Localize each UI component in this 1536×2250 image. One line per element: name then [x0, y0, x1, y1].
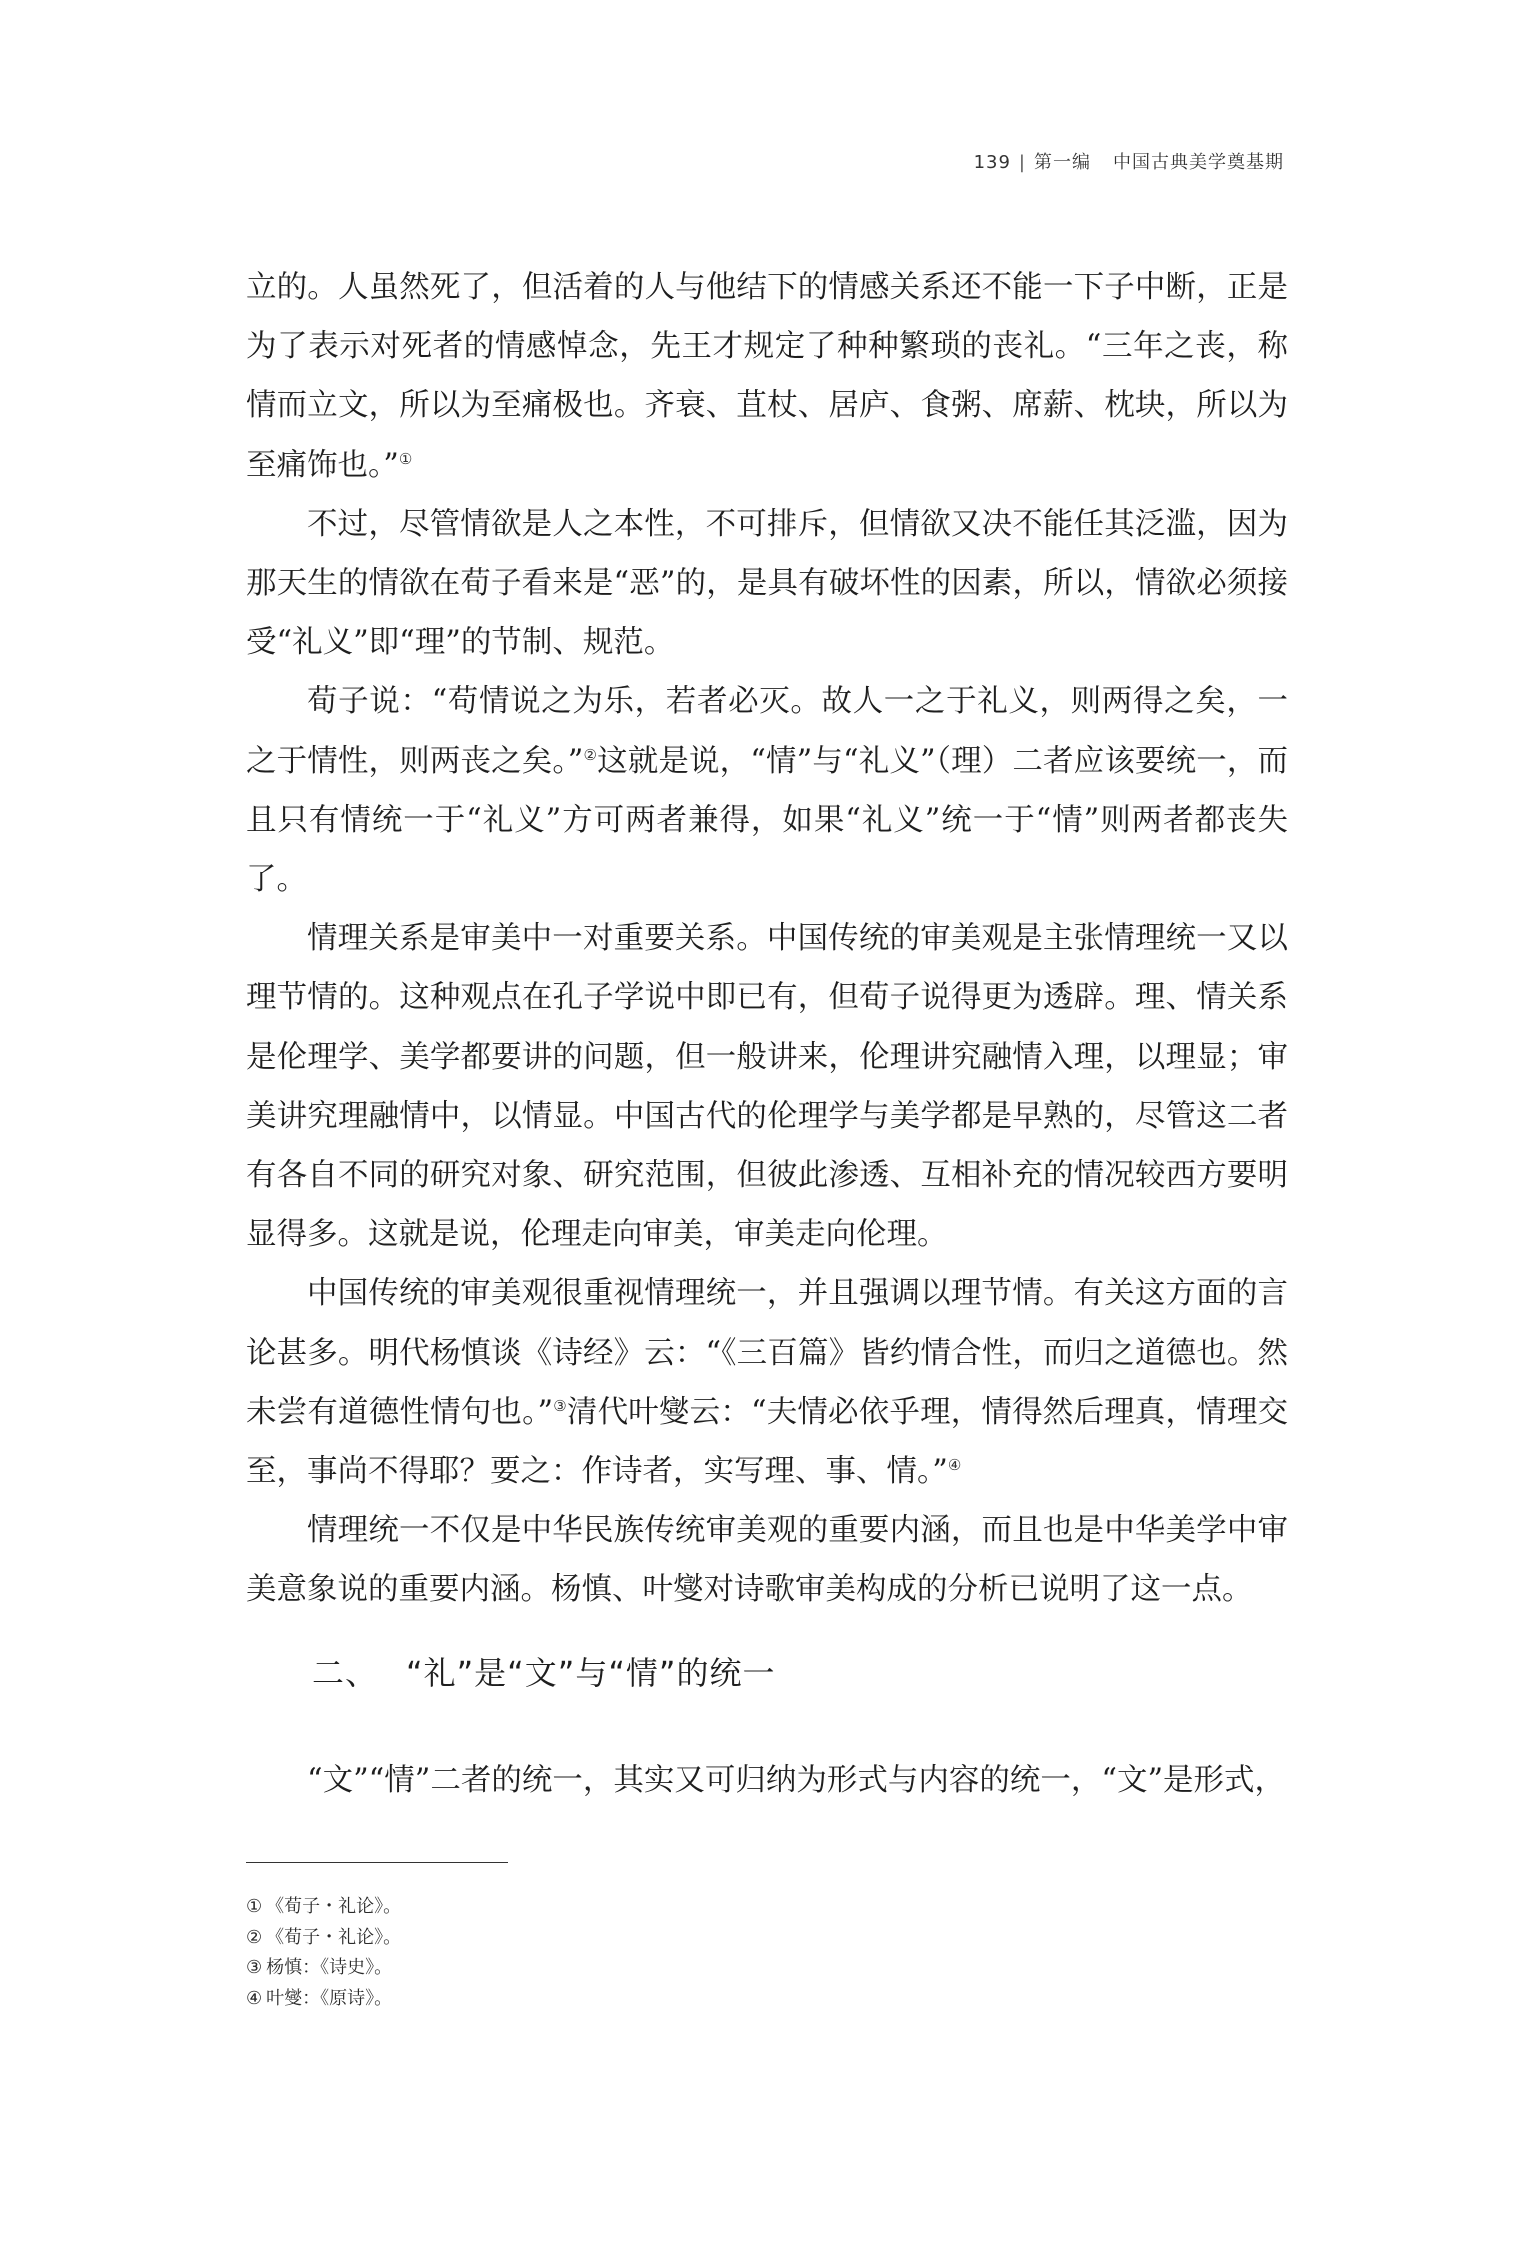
header-book-title: 中国古典美学奠基期 — [1113, 152, 1284, 173]
footnote-ref-1: ① — [398, 449, 413, 468]
header-part: 第一编 — [1034, 152, 1091, 173]
footnote-ref-2: ② — [583, 745, 598, 764]
footnote-3 — [246, 1953, 401, 1984]
section-heading — [312, 1648, 776, 1694]
paragraph-4-text: 情理关系是审美中一对重要关系。中国传统的审美观是主张情理统一又以理节情的。这种观点在孔子学说中即已有，但荀子说得更为透辟。理、情关系是伦理学、美学都要讲的问题，但一般讲来，伦理讲究融情入理，以理显；审美讲究理融情中，以情显。中国古代的伦理学与美学都是早熟的，尽管这二者有各自不同的研究对象、研究范围，但彼此渗透、互相补充的情况较西方要明显得多。这就是说，伦理走向审美，审美走向伦理。 — [246, 921, 1288, 1253]
footnote-4-text: 叶燮：《原诗》。 — [266, 1987, 393, 2009]
footnote-4-mark: ④ — [246, 1987, 263, 2009]
paragraph-7 — [246, 1751, 1288, 1810]
footnote-3-mark: ③ — [246, 1957, 263, 1978]
footnote-2-mark: ② — [246, 1926, 263, 1948]
paragraph-7-text: “文”“情”二者的统一，其实又可归纳为形式与内容的统一，“文”是形式， — [307, 1763, 1286, 1798]
paragraph-3 — [246, 672, 1288, 909]
section-body — [246, 1751, 1288, 1810]
footnote-3-text: 杨慎：《诗史》。 — [266, 1957, 393, 1978]
paragraph-5-text-b: 清代叶燮云：“夫情必依乎理，情得然后理真，情理交至，事尚不得耶？要之：作诗者，实写理、事、情。” — [246, 1394, 1288, 1490]
footnote-1-mark: ① — [246, 1896, 263, 1917]
running-header — [974, 148, 1284, 174]
paragraph-1-text: 立的。人虽然死了，但活着的人与他结下的情感关系还不能一下子中断，正是为了表示对死者的情感悼念，先王才规定了种种繁琐的丧礼。“三年之丧，称情而立文，所以为至痛极也。齐衰、苴杖、居庐、食粥、席薪、枕块，所以为至痛饰也。” — [246, 270, 1288, 483]
footnote-1 — [246, 1892, 401, 1923]
footnote-2-text: 《荀子・礼论》。 — [266, 1926, 402, 1948]
section-title: “礼”是“文”与“情”的统一 — [406, 1654, 776, 1692]
paragraph-6 — [246, 1501, 1288, 1619]
paragraph-2 — [246, 495, 1288, 673]
paragraph-5-text-a: 中国传统的审美观很重视情理统一，并且强调以理节情。有关这方面的言论甚多。明代杨慎谈《诗经》云：“《三百篇》皆约情合性，而归之道德也。然未尝有道德性情句也。” — [246, 1276, 1288, 1430]
footnote-ref-3: ③ — [553, 1396, 567, 1415]
footnote-1-text: 《荀子・礼论》。 — [266, 1896, 402, 1917]
footnote-ref-4: ④ — [947, 1455, 962, 1474]
footnote-2 — [246, 1923, 401, 1954]
body-text — [246, 258, 1288, 1620]
footnote-divider — [246, 1862, 508, 1863]
paragraph-5 — [246, 1264, 1288, 1501]
footnotes — [246, 1892, 401, 2014]
page-number: 139 — [973, 152, 1011, 173]
paragraph-4 — [246, 909, 1288, 1264]
paragraph-3-text-a: 荀子说：“苟情说之为乐，若者必灭。故人一之于礼义，则两得之矣，一之于情性，则两丧之矣。” — [246, 684, 1288, 779]
footnote-4 — [246, 1984, 401, 2015]
header-separator: | — [1018, 152, 1026, 173]
paragraph-1 — [246, 258, 1288, 495]
section-number: 二、 — [312, 1654, 379, 1692]
paragraph-2-text: 不过，尽管情欲是人之本性，不可排斥，但情欲又决不能任其泛滥，因为那天生的情欲在荀子看来是“恶”的，是具有破坏性的因素，所以，情欲必须接受“礼义”即“理”的节制、规范。 — [246, 506, 1288, 661]
paragraph-3-text-b: 这就是说，“情”与“礼义”（理）二者应该要统一，而且只有情统一于“礼义”方可两者兼得，如果“礼义”统一于“情”则两者都丧失了。 — [246, 743, 1289, 898]
paragraph-6-text: 情理统一不仅是中华民族传统审美观的重要内涵，而且也是中华美学中审美意象说的重要内涵。杨慎、叶燮对诗歌审美构成的分析已说明了这一点。 — [246, 1513, 1288, 1608]
